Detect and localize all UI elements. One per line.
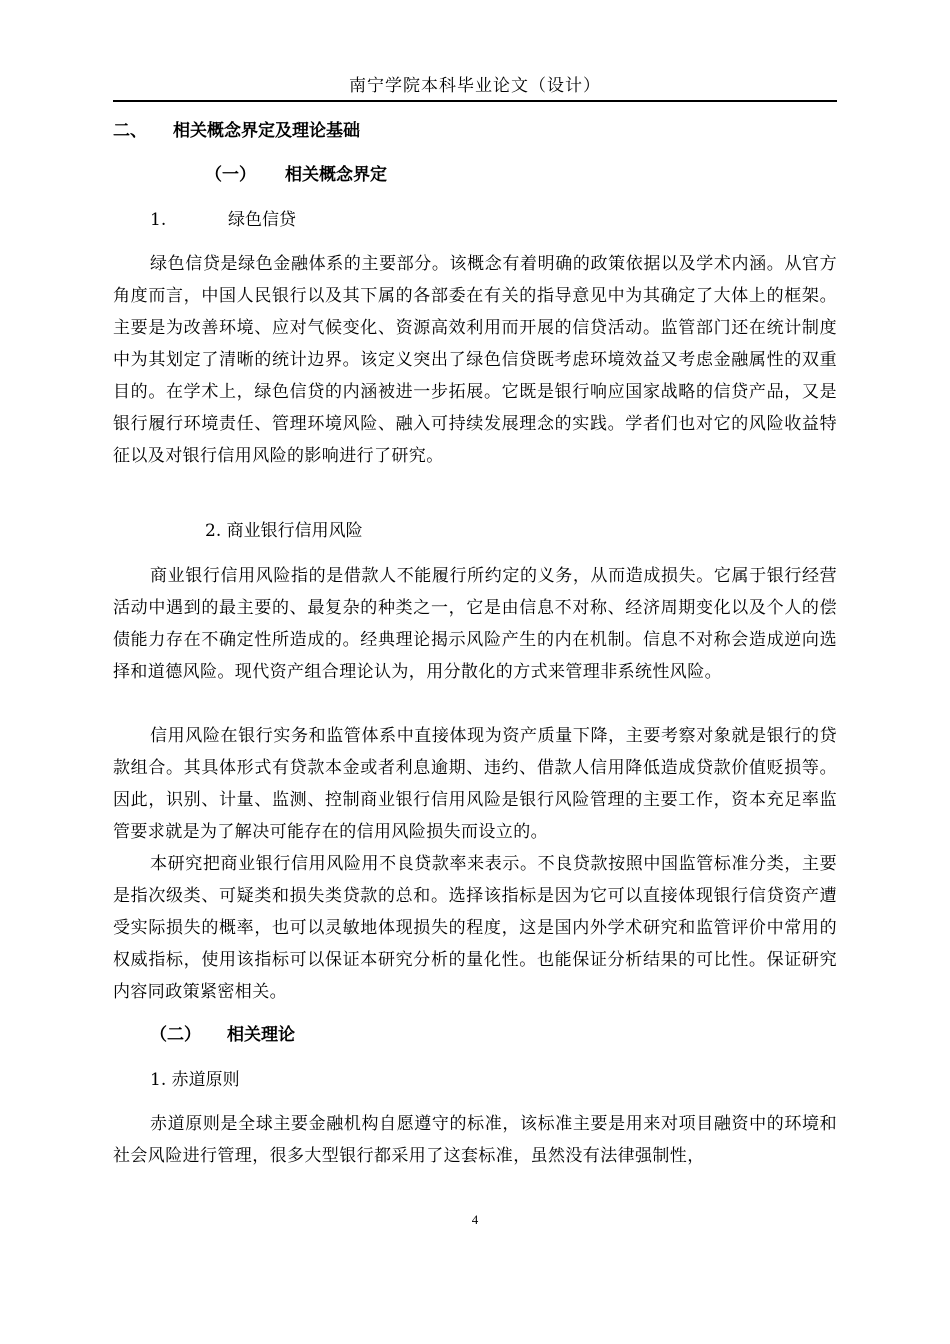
subsection-number: （二）: [150, 1025, 201, 1045]
item-title: 1. 赤道原则: [150, 1070, 240, 1090]
page-number: 4: [471, 1212, 479, 1227]
item-heading-1: [150, 207, 296, 233]
subsection-heading-2: [150, 1022, 295, 1048]
section-heading: [113, 118, 360, 144]
header-rule: [113, 100, 837, 102]
subsection-heading-1: [205, 162, 387, 188]
item-number: 1.: [150, 210, 167, 230]
paragraph-credit-risk-2: 信用风险在银行实务和监管体系中直接体现为资产质量下降，主要考察对象就是银行的贷款组合。其具体形式有贷款本金或者利息逾期、违约、借款人信用降低造成贷款价值贬损等。因此，识别、计量、监测、控制商业银行信用风险是银行风险管理的主要工作，资本充足率监管要求就是为了解决可能存在的信用风险损失而设立的。: [113, 726, 837, 842]
paragraph-credit-risk-1: 商业银行信用风险指的是借款人不能履行所约定的义务，从而造成损失。它属于银行经营活动中遇到的最主要的、最复杂的种类之一，它是由信息不对称、经济周期变化以及个人的偿债能力存在不确定性所造成的。经典理论揭示风险产生的内在机制。信息不对称会造成逆向选择和道德风险。现代资产组合理论认为，用分散化的方式来管理非系统性风险。: [113, 566, 837, 682]
item-heading-2: [205, 518, 363, 544]
subsection-number: （一）: [205, 165, 256, 185]
subsection-title: 相关理论: [227, 1025, 295, 1045]
item-title: 绿色信贷: [228, 210, 296, 230]
paragraph-credit-risk-3: 本研究把商业银行信用风险用不良贷款率来表示。不良贷款按照中国监管标准分类，主要是指次级类、可疑类和损失类贷款的总和。选择该指标是因为它可以直接体现银行信贷资产遭受实际损失的概率，也可以灵敏地体现损失的程度，这是国内外学术研究和监管评价中常用的权威指标，使用该指标可以保证本研究分析的量化性。也能保证分析结果的可比性。保证研究内容同政策紧密相关。: [113, 854, 837, 1002]
section-title: 相关概念界定及理论基础: [173, 121, 360, 141]
item-title: 2. 商业银行信用风险: [205, 521, 363, 541]
item-heading-3: [150, 1067, 240, 1093]
page-header: 南宁学院本科毕业论文（设计）: [349, 76, 601, 96]
subsection-title: 相关概念界定: [285, 165, 387, 185]
paragraph-equator-principles: 赤道原则是全球主要金融机构自愿遵守的标准，该标准主要是用来对项目融资中的环境和社会风险进行管理，很多大型银行都采用了这套标准，虽然没有法律强制性，: [113, 1114, 837, 1166]
section-number: 二、: [113, 121, 147, 141]
paragraph-green-credit: 绿色信贷是绿色金融体系的主要部分。该概念有着明确的政策依据以及学术内涵。从官方角度而言，中国人民银行以及其下属的各部委在有关的指导意见中为其确定了大体上的框架。主要是为改善环境、应对气候变化、资源高效利用而开展的信贷活动。监管部门还在统计制度中为其划定了清晰的统计边界。该定义突出了绿色信贷既考虑环境效益又考虑金融属性的双重目的。在学术上，绿色信贷的内涵被进一步拓展。它既是银行响应国家战略的信贷产品，又是银行履行环境责任、管理环境风险、融入可持续发展理念的实践。学者们也对它的风险收益特征以及对银行信用风险的影响进行了研究。: [113, 254, 837, 466]
